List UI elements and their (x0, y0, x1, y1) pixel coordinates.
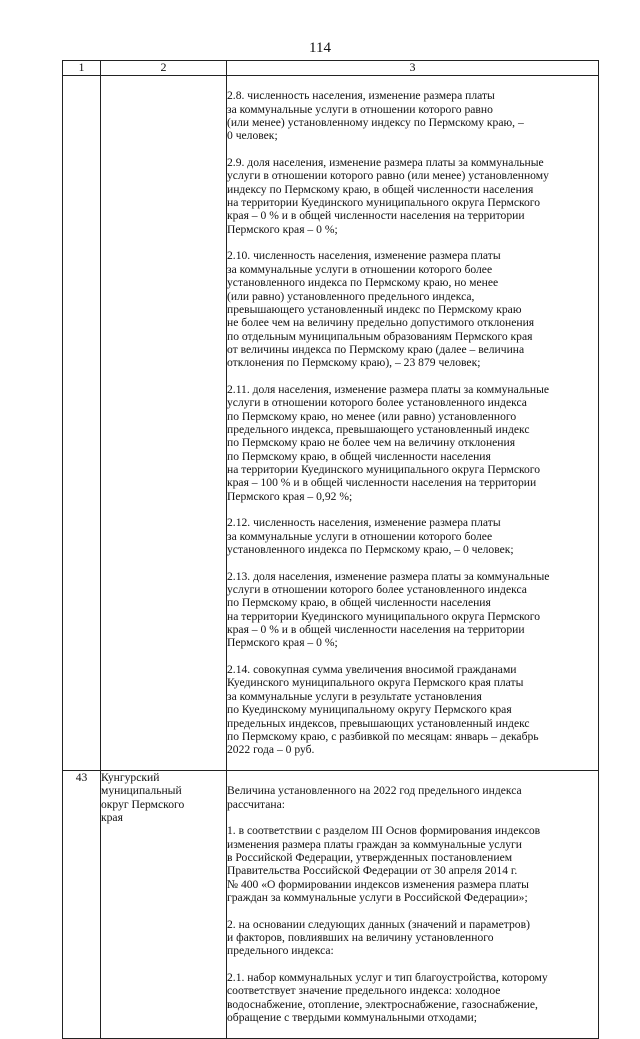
paragraph: 1. в соответствии с разделом III Основ формирования индексов изменения размера платы граждан за коммунальные услуги в Российской Федерации, утвержденных постановлением Правительства Российской Федерации от 30 апреля 2014 г. № 400 «О формировании индексов изменения размера платы граждан за коммунальные услуги в Российской Федерации»; (227, 824, 541, 904)
column-header-2: 2 (101, 61, 227, 76)
indicator-description (227, 76, 599, 771)
paragraph: 2.1. набор коммунальных услуг и тип благоустройства, которому соответствует значение предельного индекса: холодное водоснабжение, отопление, электроснабжение, газоснабжение, обращение с твердыми коммунальными отходами; (227, 971, 548, 1025)
table-row (63, 76, 599, 771)
municipality-name (101, 76, 227, 771)
paragraph: 2. на основании следующих данных (значений и параметров) и факторов, повлиявших на величину установленного предельного индекса: (227, 917, 530, 958)
municipality-name: Кунгурский муниципальный округ Пермского края (101, 770, 227, 1038)
page-number: 114 (309, 40, 331, 56)
paragraph: 2.11. доля населения, изменение размера платы за коммунальные услуги в отношении которого более установленного индекса по Пермскому краю, но менее (или равно) установленного предельного индекса, превышающего установленный индекс по Пермскому краю не более чем на величину отклонения по Пермскому краю, в общей численности населения на территории Куединского муниципального округа Пермского края – 100 % и в общей численности населения на территории Пермского края – 0,92 %; (227, 382, 550, 503)
paragraph: Величина установленного на 2022 год предельного индекса рассчитана: (227, 784, 522, 811)
indicator-description (227, 770, 599, 1038)
paragraph: 2.9. доля населения, изменение размера платы за коммунальные услуги в отношении которого равно (или менее) установленному индексу по Пермскому краю, в общей численности населения на территории Куединского муниципального округа Пермского края – 0 % и в общей численности населения на территории Пермского края – 0 %; (227, 156, 549, 236)
column-header-1: 1 (63, 61, 101, 76)
paragraph: 2.8. численность населения, изменение размера платы за коммунальные услуги в отношении которого равно (или менее) установленному индексу по Пермскому краю, – 0 человек; (227, 89, 524, 143)
table-row (63, 770, 599, 1038)
paragraph: 2.12. численность населения, изменение размера платы за коммунальные услуги в отношении которого более установленного индекса по Пермскому краю, – 0 человек; (227, 516, 514, 557)
column-header-3: 3 (227, 61, 599, 76)
table-header-row (63, 61, 599, 76)
row-number: 43 (63, 770, 101, 1038)
row-number (63, 76, 101, 771)
paragraph: 2.14. совокупная сумма увеличения вносимой гражданами Куединского муниципального округа Пермского края платы за коммунальные услуги в результате установления по Куединскому муниципальному округу Пермского края предельных индексов, превышающих установленный индекс по Пермскому краю, с разбивкой по месяцам: январь – декабрь 2022 года – 0 руб. (227, 663, 539, 757)
paragraph: 2.13. доля населения, изменение размера платы за коммунальные услуги в отношении которого более установленного индекса по Пермскому краю, в общей численности населения на территории Куединского муниципального округа Пермского края – 0 % и в общей численности населения на территории Пермского края – 0 %; (227, 569, 550, 650)
indices-table (62, 60, 599, 1039)
paragraph: 2.10. численность населения, изменение размера платы за коммунальные услуги в отношении которого более установленного индекса по Пермскому краю, но менее (или равно) установленного предельного индекса, превышающего установленный индекс по Пермскому краю не более чем на величину предельно допустимого отклонения по отдельным муниципальным образованиям Пермского края от величины индекса по Пермскому краю (далее – величина отклонения по Пермскому краю), – 23 879 человек; (227, 249, 535, 370)
